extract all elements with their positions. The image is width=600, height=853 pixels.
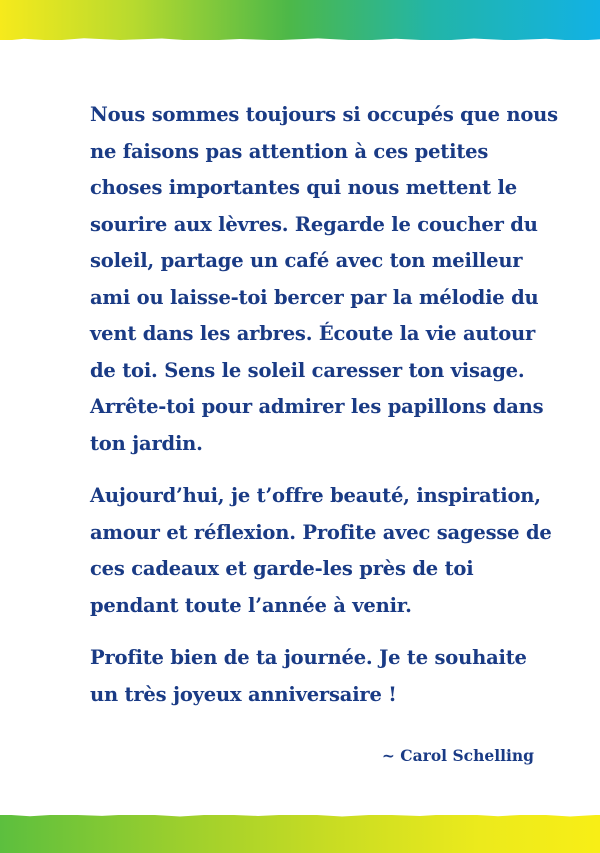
bottom-color-band (0, 815, 600, 853)
message-paragraph-3: Profite bien de ta journée. Je te souhaite un très joyeux anniversaire ! (90, 646, 527, 706)
card-message (90, 97, 560, 713)
message-paragraph-2: Aujourd’hui, je t’offre beauté, inspiration, amour et réflexion. Profite avec sagesse de ces cadeaux et garde-les près de toi pendant toute l’année à venir. (90, 484, 552, 617)
message-paragraph-1: Nous sommes toujours si occupés que nous ne faisons pas attention à ces petites choses importantes qui nous mettent le sourire aux lèvres. Regarde le coucher du soleil, partage un café avec ton meilleur ami ou laisse-toi bercer par la mélodie du vent dans les arbres. Écoute la vie autour de toi. Sens le soleil caresser ton visage. Arrête-toi pour admirer les papillons dans ton jardin. (90, 103, 558, 455)
author-signature: ~ Carol Schelling (381, 746, 534, 765)
top-color-band (0, 0, 600, 40)
